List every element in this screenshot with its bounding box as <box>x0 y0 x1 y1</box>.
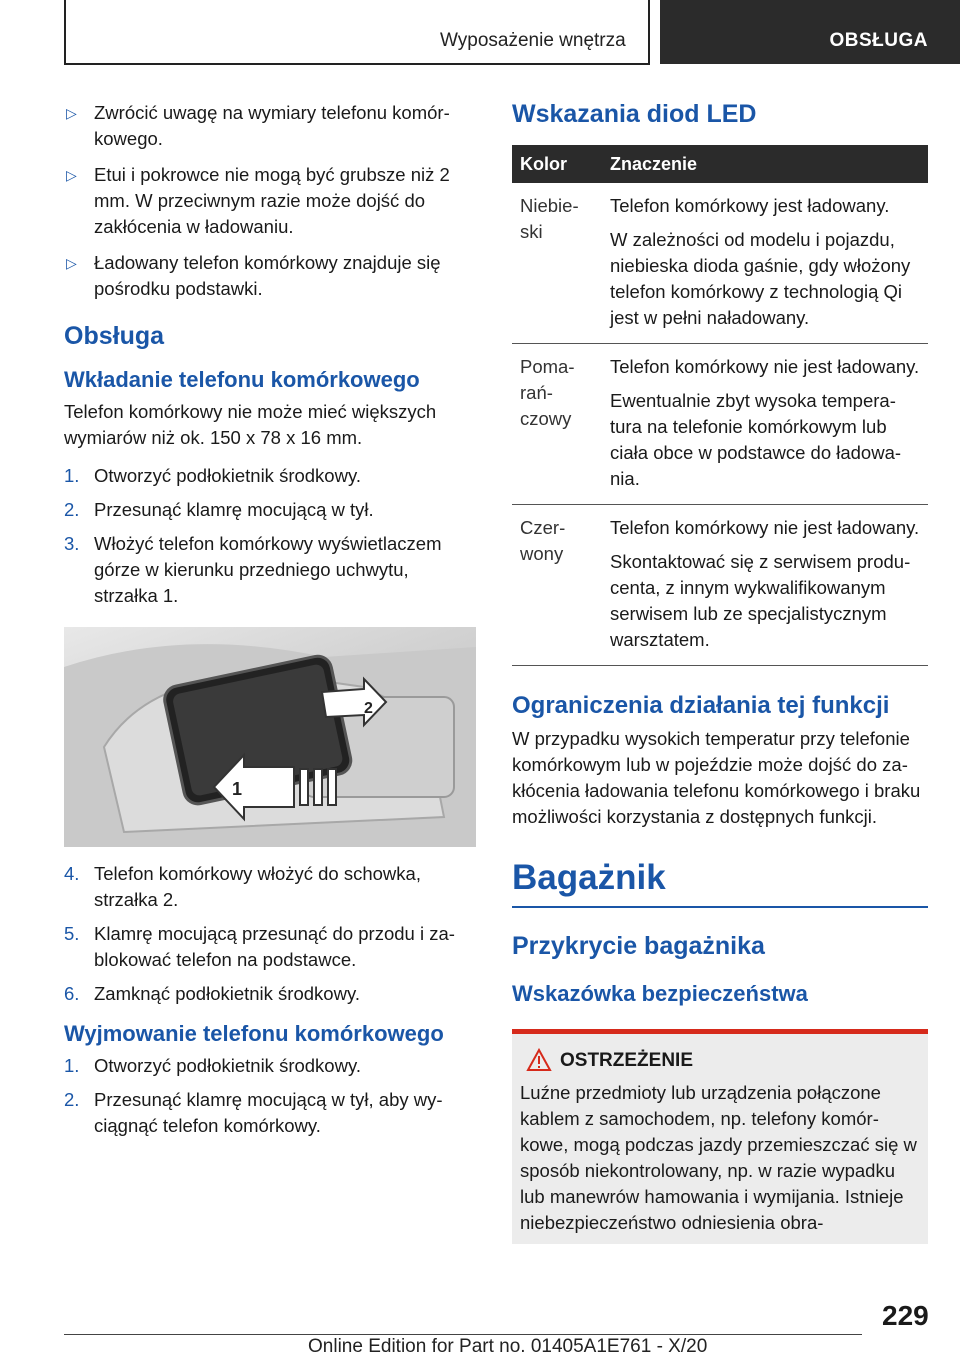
step-item: 1. Otworzyć podłokietnik środkowy. <box>64 465 361 486</box>
led-color-cell: Niebieski <box>512 183 602 344</box>
step-item: 1. Otworzyć podłokietnik środkowy. <box>64 1055 361 1076</box>
phone-in-holder-illustration <box>64 627 476 847</box>
warning-header <box>520 1046 920 1076</box>
section-title: Wyposażenie wnętrza <box>440 30 626 51</box>
col-header-color: Kolor <box>512 145 602 183</box>
heading-ograniczenia: Ograniczenia działania tej funkcji <box>512 692 890 719</box>
table-header-row <box>512 145 928 183</box>
step-item: 6. Zamknąć podłokietnik środkowy. <box>64 983 360 1004</box>
bullet-marker-icon: ▷ <box>66 167 77 183</box>
header-border-bottom <box>64 63 650 65</box>
heading-rule <box>512 906 928 908</box>
table-row <box>512 183 928 344</box>
heading-wyjmowanie: Wyjmowanie telefonu komórkowego <box>64 1021 444 1046</box>
warning-text: Luźne przedmioty lub urządzenia połączone kablem z samochodem, np. telefony komórkowe, mogą podczas jazdy przemieszczać się w sposób niekontrolowany, np. w razie wypadku lub manewrów hamowania i wymijania. Istnieje niebezpieczeństwo odniesienia obra- <box>520 1082 917 1233</box>
chapter-tab[interactable] <box>660 0 960 64</box>
footer-rule <box>64 1334 862 1335</box>
heading-wkladanie: Wkładanie telefonu komórkowego <box>64 367 420 392</box>
chapter-tab-label: OBSŁUGA <box>829 30 928 51</box>
step-item: 2. Przesunąć klamrę mocującą w tył, aby wyciągnąć telefon komórkowy. <box>64 1089 443 1136</box>
warning-title: OSTRZEŻENIE <box>560 1050 694 1071</box>
led-meaning-cell: Telefon komórkowy nie jest ładowany. Ewentualnie zbyt wysoka temperatura na telefonie komórkowym lub ciała obce w podstawce do ładowania. <box>602 344 928 505</box>
warning-box <box>512 1029 928 1244</box>
header-border-left <box>64 0 66 64</box>
ograniczenia-text: W przypadku wysokich temperatur przy telefonie komórkowym lub w pojeździe może dojść do zakłócenia ładowania telefonu komórkowego i braku możliwości korzystania z dostępnych funkcji. <box>512 728 921 827</box>
step-item: 2. Przesunąć klamrę mocującą w tył. <box>64 499 374 520</box>
heading-led: Wskazania diod LED <box>512 100 757 128</box>
arrow-1-label: 1 <box>232 779 243 799</box>
arrow-2-label: 2 <box>364 700 373 717</box>
step-item: 5. Klamrę mocującą przesunąć do przodu i zablokować telefon na podstawce. <box>64 923 455 970</box>
heading-wskazowka: Wskazówka bezpieczeństwa <box>512 981 808 1006</box>
intro-text: Telefon komórkowy nie może mieć większych wymiarów niż ok. 150 x 78 x 16 mm. <box>64 401 437 448</box>
table-row <box>512 505 928 666</box>
led-meaning-cell: Telefon komórkowy nie jest ładowany. Skontaktować się z serwisem producenta, z innym wykwalifikowanym serwisem lub ze specjalistycznym warsztatem. <box>602 505 928 666</box>
phone-insertion-photo <box>64 627 476 847</box>
bullet-marker-icon: ▷ <box>66 105 77 121</box>
steps-list <box>64 861 476 1007</box>
table-row <box>512 344 928 505</box>
step-item: 3. Włożyć telefon komórkowy wyświetlaczem górze w kierunku przedniego uchwytu, strzałka 1. <box>64 533 442 606</box>
header-divider <box>648 0 650 64</box>
bullet-item: ▷ Ładowany telefon komórkowy znajduje się pośrodku podstawki. <box>66 252 441 299</box>
led-color-cell: Czerwony <box>512 505 602 666</box>
heading-obsluga: Obsługa <box>64 322 165 350</box>
led-color-cell: Pomarańczowy <box>512 344 602 505</box>
page-number: 229 <box>882 1300 929 1331</box>
heading-bagaznik: Bagażnik <box>512 858 666 897</box>
warning-triangle-icon <box>526 1048 552 1072</box>
step-item: 4. Telefon komórkowy włożyć do schowka, strzałka 2. <box>64 863 421 910</box>
led-meaning-cell: Telefon komórkowy jest ładowany. W zależności od modelu i pojazdu, niebieska dioda gaśnie, gdy włożony telefon komórkowy z technologią Qi jest w pełni naładowany. <box>602 183 928 344</box>
bullet-marker-icon: ▷ <box>66 255 77 271</box>
bullet-item: ▷ Zwrócić uwagę na wymiary telefonu komórkowego. <box>66 102 450 149</box>
steps-list <box>64 463 476 609</box>
led-table <box>512 145 928 666</box>
bullet-item: ▷ Etui i pokrowce nie mogą być grubsze niż 2 mm. W przeciwnym razie może dojść do zakłócenia w ładowaniu. <box>66 164 450 237</box>
steps-list <box>64 1053 476 1139</box>
heading-przykrycie: Przykrycie bagażnika <box>512 932 765 960</box>
left-column <box>64 100 476 1147</box>
right-column <box>512 100 928 1244</box>
edition-footer: Online Edition for Part no. 01405A1E761 - X/20 <box>308 1336 708 1357</box>
col-header-meaning: Znaczenie <box>602 145 928 183</box>
